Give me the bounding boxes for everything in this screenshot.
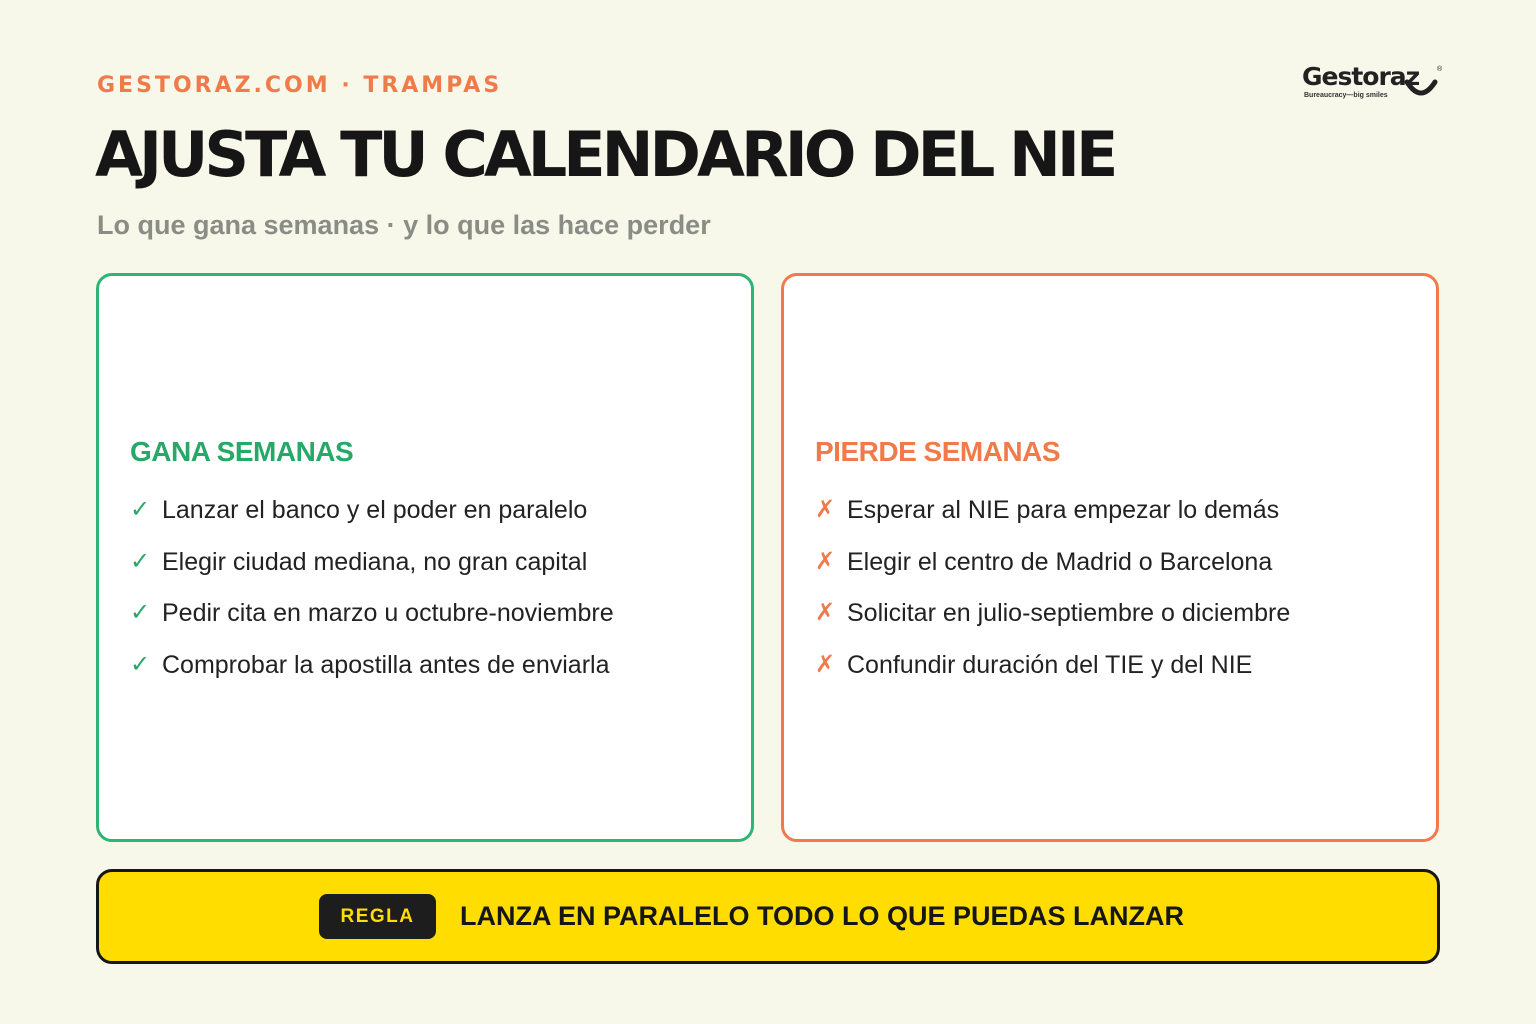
- check-icon: ✓: [130, 496, 151, 523]
- lose-item-text: Confundir duración del TIE y del NIE: [847, 650, 1253, 679]
- eyebrow-label: GESTORAZ.COM · TRAMPAS: [97, 73, 503, 98]
- logo-wordmark: Gestoraz: [1302, 62, 1420, 91]
- rule-text: LANZA EN PARALELO TODO LO QUE PUEDAS LANZAR: [460, 901, 1185, 931]
- gain-weeks-heading: GANA SEMANAS: [130, 436, 354, 467]
- lose-item-text: Esperar al NIE para empezar lo demás: [847, 496, 1280, 524]
- page-subtitle: Lo que gana semanas · y lo que las hace perder: [97, 210, 711, 240]
- logo-registered-mark: ®: [1437, 66, 1443, 73]
- page-title: AJUSTA TU CALENDARIO DEL NIE: [95, 118, 1115, 191]
- lose-weeks-card: [781, 273, 1439, 842]
- lose-list-item: [815, 650, 1290, 702]
- check-icon: ✓: [130, 547, 151, 575]
- lose-list-item: [815, 598, 1290, 650]
- lose-list-item: [815, 495, 1290, 547]
- gain-weeks-card: [96, 273, 754, 842]
- gain-weeks-list: [130, 495, 614, 701]
- lose-weeks-list: [815, 495, 1290, 701]
- gestoraz-logo: [1300, 62, 1445, 108]
- gain-item-text: Comprobar la apostilla antes de enviarla: [162, 650, 610, 679]
- check-icon: ✓: [130, 650, 151, 678]
- gain-item-text: Pedir cita en marzo u octubre-noviembre: [162, 599, 614, 627]
- lose-item-text: Solicitar en julio-septiembre o diciembre: [847, 599, 1291, 627]
- gain-list-item: [130, 547, 614, 599]
- check-icon: ✓: [130, 599, 151, 626]
- cross-icon: ✗: [815, 650, 836, 678]
- logo-tagline: Bureaucracy—big smiles: [1304, 92, 1388, 99]
- lose-item-text: Elegir el centro de Madrid o Barcelona: [847, 547, 1273, 576]
- gain-list-item: [130, 650, 614, 702]
- gain-item-text: Lanzar el banco y el poder en paralelo: [162, 496, 588, 524]
- gain-list-item: [130, 495, 614, 547]
- lose-list-item: [815, 547, 1290, 599]
- cross-icon: ✗: [815, 547, 836, 575]
- rule-badge: REGLA: [319, 894, 436, 939]
- smile-icon: [1404, 76, 1438, 104]
- cross-icon: ✗: [815, 599, 836, 626]
- rule-banner: [96, 869, 1440, 964]
- gain-list-item: [130, 598, 614, 650]
- lose-weeks-heading: PIERDE SEMANAS: [815, 436, 1061, 467]
- gain-item-text: Elegir ciudad mediana, no gran capital: [162, 547, 588, 576]
- cross-icon: ✗: [815, 496, 836, 523]
